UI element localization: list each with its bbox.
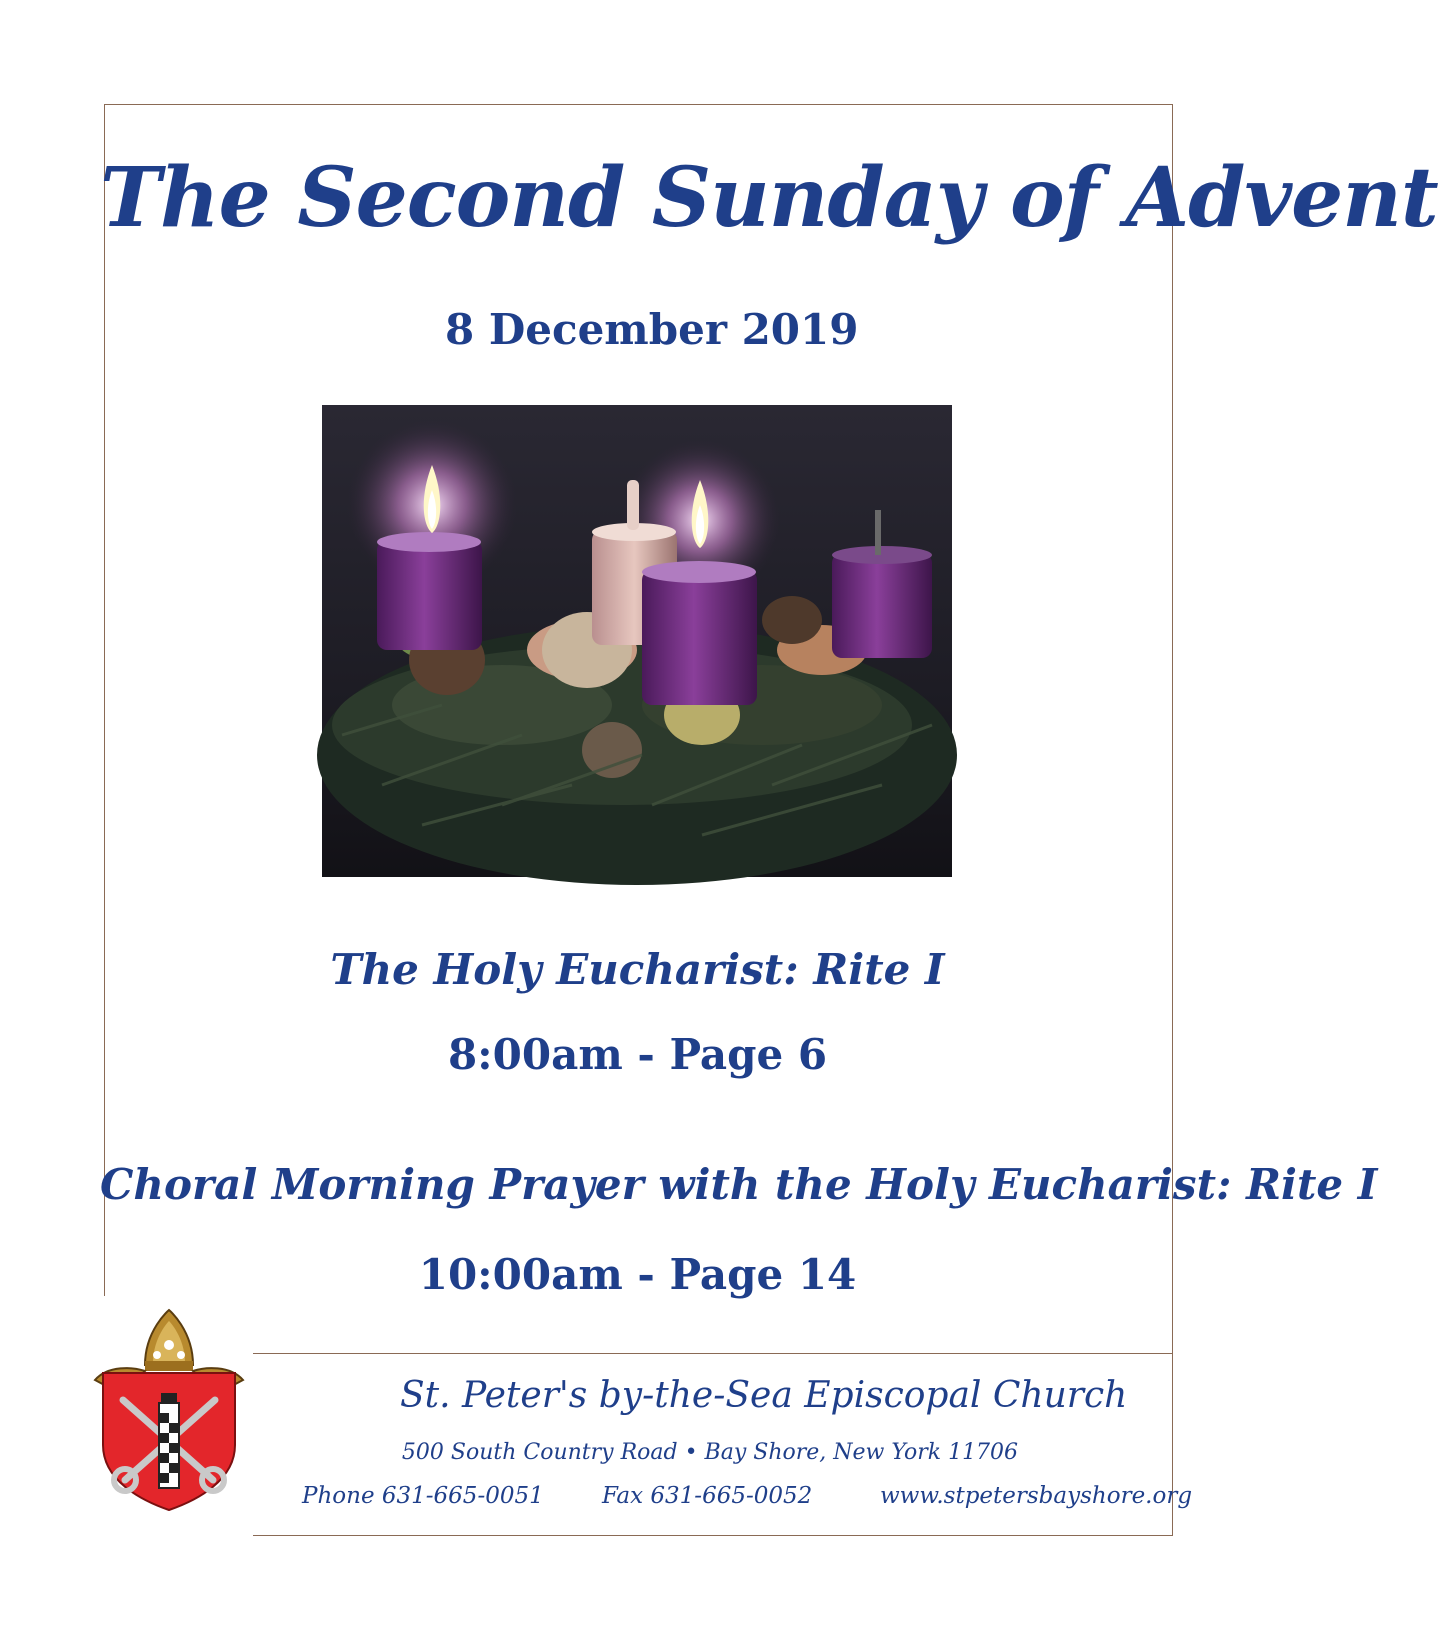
service-2-time: 10:00am - Page 14 bbox=[418, 1250, 857, 1299]
fax-number: Fax 631-665-0052 bbox=[602, 1483, 813, 1509]
church-name: St. Peter's by-the-Sea Episcopal Church bbox=[400, 1375, 1128, 1416]
coat-of-arms-icon bbox=[83, 1305, 255, 1515]
page-title: The Second Sunday of Advent bbox=[100, 150, 1438, 246]
phone-number: Phone 631-665-0051 bbox=[302, 1483, 544, 1509]
website-link[interactable]: www.stpetersbayshore.org bbox=[880, 1483, 1193, 1509]
frame-top-border bbox=[104, 104, 1173, 105]
frame-left-border bbox=[104, 104, 105, 1296]
footer-top-rule bbox=[253, 1353, 1173, 1354]
service-1-name: The Holy Eucharist: Rite I bbox=[330, 945, 945, 994]
church-address: 500 South Country Road • Bay Shore, New York 11706 bbox=[401, 1440, 1019, 1465]
frame-right-border bbox=[1172, 104, 1173, 1536]
service-2-name: Choral Morning Prayer with the Holy Eucharist: Rite I bbox=[100, 1160, 1378, 1209]
footer-bottom-rule bbox=[253, 1535, 1173, 1536]
service-1-time: 8:00am - Page 6 bbox=[447, 1030, 828, 1079]
service-date: 8 December 2019 bbox=[445, 305, 859, 354]
advent-wreath-photo bbox=[322, 405, 952, 877]
